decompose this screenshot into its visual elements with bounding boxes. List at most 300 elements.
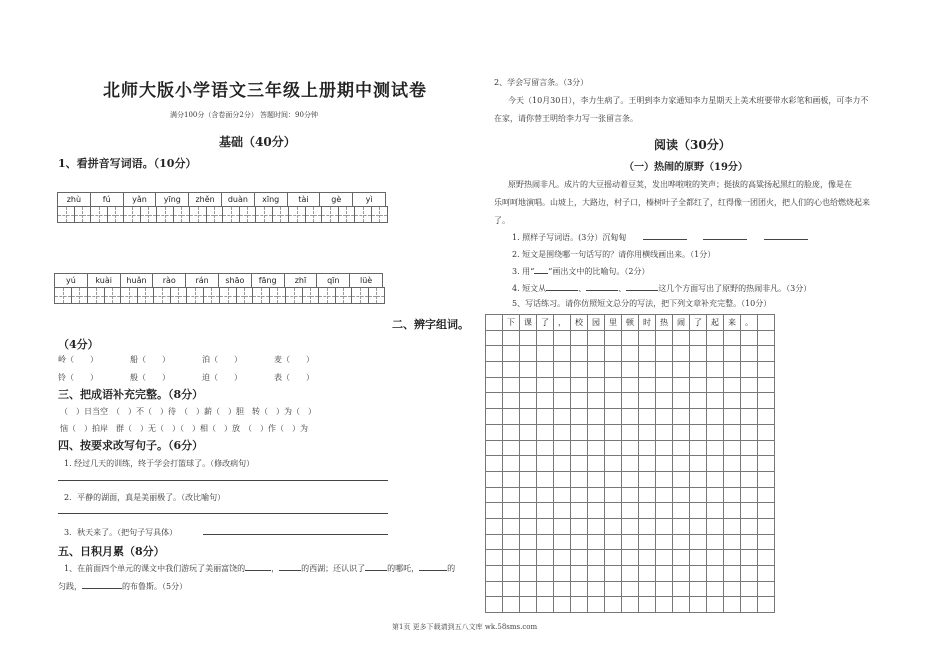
grid-cell[interactable] — [588, 534, 605, 550]
grid-cell[interactable] — [622, 566, 639, 582]
writing-grid[interactable] — [485, 314, 775, 613]
grid-cell[interactable] — [758, 550, 775, 566]
grid-cell[interactable]: 起 — [707, 315, 724, 331]
grid-cell[interactable] — [707, 581, 724, 597]
grid-cell[interactable] — [605, 377, 622, 393]
grid-cell[interactable] — [639, 330, 656, 346]
grid-cell[interactable] — [554, 487, 571, 503]
writing-box[interactable] — [372, 206, 389, 223]
grid-cell[interactable] — [503, 393, 520, 409]
grid-cell[interactable] — [537, 362, 554, 378]
writing-box[interactable] — [57, 206, 75, 223]
grid-cell[interactable] — [690, 550, 707, 566]
grid-cell[interactable] — [639, 550, 656, 566]
grid-cell[interactable] — [724, 440, 741, 456]
grid-cell[interactable] — [571, 487, 588, 503]
grid-cell[interactable] — [639, 518, 656, 534]
writing-box[interactable] — [223, 206, 240, 223]
grid-cell[interactable] — [503, 362, 520, 378]
grid-cell[interactable] — [707, 487, 724, 503]
grid-cell[interactable] — [741, 440, 758, 456]
grid-cell[interactable] — [503, 518, 520, 534]
grid-cell[interactable] — [588, 424, 605, 440]
writing-box[interactable] — [204, 287, 221, 304]
grid-cell[interactable] — [724, 566, 741, 582]
grid-cell[interactable] — [656, 487, 673, 503]
grid-cell[interactable] — [758, 534, 775, 550]
grid-cell[interactable] — [520, 440, 537, 456]
writing-box[interactable] — [88, 287, 105, 304]
grid-cell[interactable] — [605, 440, 622, 456]
grid-cell[interactable]: 闹 — [673, 315, 690, 331]
grid-cell[interactable] — [673, 456, 690, 472]
grid-cell[interactable] — [639, 456, 656, 472]
grid-cell[interactable] — [673, 471, 690, 487]
grid-cell[interactable] — [503, 534, 520, 550]
grid-cell[interactable] — [537, 503, 554, 519]
grid-cell[interactable] — [724, 471, 741, 487]
grid-cell[interactable] — [639, 393, 656, 409]
grid-cell[interactable] — [605, 534, 622, 550]
grid-cell[interactable] — [588, 503, 605, 519]
grid-cell[interactable] — [520, 424, 537, 440]
grid-cell[interactable] — [520, 330, 537, 346]
grid-cell[interactable] — [554, 550, 571, 566]
grid-cell[interactable] — [503, 330, 520, 346]
writing-box[interactable] — [141, 206, 158, 223]
grid-cell[interactable] — [571, 409, 588, 425]
grid-cell[interactable] — [520, 597, 537, 613]
grid-cell[interactable] — [486, 566, 503, 582]
grid-cell[interactable] — [724, 346, 741, 362]
grid-cell[interactable] — [605, 456, 622, 472]
grid-cell[interactable] — [673, 550, 690, 566]
grid-cell[interactable] — [656, 534, 673, 550]
grid-cell[interactable] — [622, 550, 639, 566]
grid-cell[interactable] — [486, 409, 503, 425]
grid-cell[interactable] — [656, 393, 673, 409]
grid-cell[interactable] — [554, 471, 571, 487]
grid-cell[interactable] — [690, 409, 707, 425]
grid-cell[interactable] — [707, 550, 724, 566]
grid-cell[interactable] — [673, 518, 690, 534]
grid-cell[interactable] — [758, 362, 775, 378]
grid-cell[interactable] — [622, 440, 639, 456]
grid-cell[interactable] — [707, 503, 724, 519]
writing-box[interactable] — [154, 287, 171, 304]
grid-cell[interactable] — [571, 534, 588, 550]
writing-box[interactable] — [237, 287, 254, 304]
grid-cell[interactable] — [758, 566, 775, 582]
blank[interactable] — [279, 570, 301, 571]
grid-cell[interactable] — [554, 424, 571, 440]
grid-cell[interactable] — [571, 440, 588, 456]
grid-cell[interactable] — [571, 550, 588, 566]
grid-cell[interactable] — [537, 377, 554, 393]
grid-cell[interactable] — [741, 330, 758, 346]
grid-cell[interactable] — [707, 534, 724, 550]
grid-cell[interactable] — [656, 503, 673, 519]
grid-cell[interactable]: 。 — [741, 315, 758, 331]
grid-cell[interactable] — [622, 471, 639, 487]
grid-cell[interactable] — [622, 393, 639, 409]
grid-cell[interactable] — [486, 440, 503, 456]
writing-box[interactable] — [306, 206, 323, 223]
writing-boxes-row-1[interactable] — [57, 206, 388, 223]
grid-cell[interactable] — [656, 424, 673, 440]
blank[interactable] — [586, 290, 618, 291]
grid-cell[interactable] — [520, 456, 537, 472]
grid-cell[interactable] — [520, 393, 537, 409]
blank[interactable] — [365, 570, 387, 571]
grid-cell[interactable] — [520, 346, 537, 362]
grid-cell[interactable] — [588, 409, 605, 425]
grid-cell[interactable] — [537, 597, 554, 613]
grid-cell[interactable] — [503, 456, 520, 472]
grid-cell[interactable] — [588, 597, 605, 613]
grid-cell[interactable] — [656, 518, 673, 534]
grid-cell[interactable] — [503, 424, 520, 440]
writing-box[interactable] — [352, 287, 369, 304]
grid-cell[interactable] — [537, 440, 554, 456]
grid-cell[interactable] — [690, 346, 707, 362]
grid-cell[interactable] — [673, 409, 690, 425]
q4-answer-line-3[interactable] — [203, 534, 388, 535]
grid-cell[interactable] — [571, 393, 588, 409]
grid-cell[interactable] — [605, 597, 622, 613]
grid-cell[interactable] — [741, 471, 758, 487]
writing-box[interactable] — [253, 287, 270, 304]
grid-cell[interactable] — [724, 362, 741, 378]
grid-cell[interactable] — [639, 597, 656, 613]
grid-cell[interactable] — [520, 581, 537, 597]
grid-cell[interactable] — [724, 424, 741, 440]
grid-cell[interactable] — [673, 534, 690, 550]
grid-cell[interactable] — [690, 377, 707, 393]
grid-cell[interactable] — [690, 471, 707, 487]
grid-cell[interactable] — [588, 440, 605, 456]
grid-cell[interactable] — [520, 503, 537, 519]
grid-cell[interactable] — [639, 566, 656, 582]
grid-cell[interactable] — [707, 518, 724, 534]
grid-cell[interactable] — [690, 440, 707, 456]
grid-cell[interactable] — [656, 456, 673, 472]
grid-cell[interactable] — [588, 550, 605, 566]
grid-cell[interactable] — [622, 487, 639, 503]
writing-box[interactable] — [319, 287, 336, 304]
grid-cell[interactable] — [605, 550, 622, 566]
grid-cell[interactable] — [741, 503, 758, 519]
grid-cell[interactable] — [741, 581, 758, 597]
writing-box[interactable] — [124, 206, 141, 223]
writing-boxes-row-2[interactable] — [54, 287, 385, 304]
grid-cell[interactable] — [486, 393, 503, 409]
grid-cell[interactable] — [622, 518, 639, 534]
grid-cell[interactable] — [520, 518, 537, 534]
grid-cell[interactable] — [605, 409, 622, 425]
grid-cell[interactable] — [520, 362, 537, 378]
grid-cell[interactable]: 了 — [690, 315, 707, 331]
grid-cell[interactable]: ， — [554, 315, 571, 331]
grid-cell[interactable] — [554, 440, 571, 456]
grid-cell[interactable] — [707, 346, 724, 362]
writing-box[interactable] — [75, 206, 92, 223]
writing-box[interactable] — [286, 287, 303, 304]
grid-cell[interactable] — [537, 471, 554, 487]
writing-box[interactable] — [355, 206, 372, 223]
grid-cell[interactable] — [622, 346, 639, 362]
grid-cell[interactable] — [588, 581, 605, 597]
grid-cell[interactable] — [690, 597, 707, 613]
grid-cell[interactable] — [656, 566, 673, 582]
grid-cell[interactable] — [656, 597, 673, 613]
grid-cell[interactable] — [537, 424, 554, 440]
grid-cell[interactable] — [741, 456, 758, 472]
grid-cell[interactable] — [622, 503, 639, 519]
grid-cell[interactable] — [673, 362, 690, 378]
grid-cell[interactable] — [571, 518, 588, 534]
grid-cell[interactable] — [724, 518, 741, 534]
grid-cell[interactable] — [622, 409, 639, 425]
grid-cell[interactable] — [537, 346, 554, 362]
grid-cell[interactable] — [741, 346, 758, 362]
grid-cell[interactable] — [571, 566, 588, 582]
grid-cell[interactable] — [724, 456, 741, 472]
grid-cell[interactable] — [673, 377, 690, 393]
grid-cell[interactable] — [554, 581, 571, 597]
grid-cell[interactable] — [537, 581, 554, 597]
grid-cell[interactable] — [758, 330, 775, 346]
grid-cell[interactable] — [758, 377, 775, 393]
grid-cell[interactable] — [673, 346, 690, 362]
grid-cell[interactable] — [622, 456, 639, 472]
grid-cell[interactable] — [758, 456, 775, 472]
grid-cell[interactable] — [707, 377, 724, 393]
writing-box[interactable] — [207, 206, 224, 223]
grid-cell[interactable] — [758, 424, 775, 440]
grid-cell[interactable] — [622, 581, 639, 597]
writing-box[interactable] — [322, 206, 339, 223]
blank[interactable] — [546, 290, 578, 291]
writing-box[interactable] — [289, 206, 306, 223]
grid-cell[interactable] — [486, 471, 503, 487]
grid-cell[interactable] — [673, 487, 690, 503]
grid-cell[interactable] — [503, 550, 520, 566]
grid-cell[interactable] — [690, 456, 707, 472]
grid-cell[interactable] — [656, 409, 673, 425]
grid-cell[interactable] — [639, 424, 656, 440]
writing-box[interactable] — [54, 287, 72, 304]
writing-box[interactable] — [303, 287, 320, 304]
grid-cell[interactable] — [520, 377, 537, 393]
grid-cell[interactable] — [690, 566, 707, 582]
blank[interactable] — [419, 570, 447, 571]
grid-cell[interactable] — [639, 487, 656, 503]
grid-cell[interactable] — [588, 346, 605, 362]
grid-cell[interactable] — [724, 550, 741, 566]
writing-box[interactable] — [273, 206, 290, 223]
grid-cell[interactable] — [486, 315, 503, 331]
grid-cell[interactable] — [588, 456, 605, 472]
grid-cell[interactable] — [690, 362, 707, 378]
grid-cell[interactable] — [741, 377, 758, 393]
grid-cell[interactable] — [503, 566, 520, 582]
blank[interactable] — [82, 588, 122, 589]
grid-cell[interactable] — [656, 346, 673, 362]
grid-cell[interactable] — [571, 362, 588, 378]
grid-cell[interactable] — [673, 503, 690, 519]
writing-box[interactable] — [108, 206, 125, 223]
grid-cell[interactable] — [605, 503, 622, 519]
writing-box[interactable] — [91, 206, 108, 223]
grid-cell[interactable] — [758, 346, 775, 362]
grid-cell[interactable]: 园 — [588, 315, 605, 331]
grid-cell[interactable] — [639, 346, 656, 362]
writing-box[interactable] — [336, 287, 353, 304]
grid-cell[interactable] — [724, 597, 741, 613]
grid-cell[interactable] — [724, 393, 741, 409]
grid-cell[interactable] — [673, 424, 690, 440]
grid-cell[interactable]: 时 — [639, 315, 656, 331]
grid-cell[interactable] — [571, 581, 588, 597]
grid-cell[interactable] — [503, 409, 520, 425]
grid-cell[interactable] — [554, 566, 571, 582]
writing-box[interactable] — [72, 287, 89, 304]
grid-cell[interactable] — [520, 409, 537, 425]
grid-cell[interactable] — [554, 503, 571, 519]
grid-cell[interactable] — [571, 503, 588, 519]
grid-cell[interactable] — [724, 377, 741, 393]
grid-cell[interactable] — [486, 330, 503, 346]
grid-cell[interactable] — [673, 597, 690, 613]
grid-cell[interactable] — [656, 440, 673, 456]
grid-cell[interactable] — [707, 362, 724, 378]
grid-cell[interactable] — [656, 330, 673, 346]
grid-cell[interactable] — [622, 377, 639, 393]
blank[interactable] — [245, 570, 271, 571]
grid-cell[interactable] — [707, 597, 724, 613]
grid-cell[interactable] — [656, 581, 673, 597]
grid-cell[interactable] — [537, 550, 554, 566]
writing-box[interactable] — [256, 206, 273, 223]
grid-cell[interactable] — [588, 362, 605, 378]
grid-cell[interactable] — [707, 330, 724, 346]
grid-cell[interactable] — [707, 393, 724, 409]
grid-cell[interactable] — [741, 550, 758, 566]
writing-box[interactable] — [270, 287, 287, 304]
grid-cell[interactable] — [537, 330, 554, 346]
grid-cell[interactable] — [639, 503, 656, 519]
blank[interactable] — [703, 239, 747, 240]
grid-cell[interactable] — [690, 424, 707, 440]
grid-cell[interactable] — [690, 393, 707, 409]
writing-box[interactable] — [171, 287, 188, 304]
grid-cell[interactable] — [724, 503, 741, 519]
grid-cell[interactable] — [520, 550, 537, 566]
grid-cell[interactable] — [537, 487, 554, 503]
grid-cell[interactable] — [605, 362, 622, 378]
grid-cell[interactable] — [503, 597, 520, 613]
grid-cell[interactable] — [486, 597, 503, 613]
grid-cell[interactable] — [588, 518, 605, 534]
grid-cell[interactable] — [571, 377, 588, 393]
grid-cell[interactable] — [588, 471, 605, 487]
writing-box[interactable] — [240, 206, 257, 223]
grid-cell[interactable] — [588, 330, 605, 346]
grid-cell[interactable] — [724, 487, 741, 503]
grid-cell[interactable] — [486, 362, 503, 378]
grid-cell[interactable] — [741, 424, 758, 440]
grid-cell[interactable] — [503, 581, 520, 597]
grid-cell[interactable] — [758, 518, 775, 534]
grid-cell[interactable] — [605, 471, 622, 487]
writing-box[interactable] — [105, 287, 122, 304]
grid-cell[interactable] — [622, 330, 639, 346]
grid-cell[interactable] — [571, 471, 588, 487]
grid-cell[interactable] — [741, 487, 758, 503]
grid-cell[interactable]: 来 — [724, 315, 741, 331]
grid-cell[interactable] — [724, 534, 741, 550]
grid-cell[interactable] — [622, 534, 639, 550]
grid-cell[interactable] — [486, 346, 503, 362]
grid-cell[interactable] — [503, 503, 520, 519]
grid-cell[interactable] — [605, 330, 622, 346]
grid-cell[interactable] — [758, 503, 775, 519]
grid-cell[interactable] — [486, 550, 503, 566]
grid-cell[interactable] — [554, 518, 571, 534]
grid-cell[interactable] — [537, 409, 554, 425]
grid-cell[interactable]: 下 — [503, 315, 520, 331]
grid-cell[interactable] — [605, 424, 622, 440]
grid-cell[interactable] — [673, 440, 690, 456]
grid-cell[interactable] — [554, 456, 571, 472]
grid-cell[interactable] — [605, 393, 622, 409]
grid-cell[interactable] — [741, 362, 758, 378]
writing-box[interactable] — [174, 206, 191, 223]
grid-cell[interactable] — [758, 597, 775, 613]
writing-box[interactable] — [339, 206, 356, 223]
blank[interactable] — [764, 239, 808, 240]
grid-cell[interactable] — [554, 393, 571, 409]
grid-cell[interactable] — [537, 518, 554, 534]
grid-cell[interactable] — [503, 377, 520, 393]
grid-cell[interactable] — [605, 518, 622, 534]
grid-cell[interactable] — [486, 456, 503, 472]
writing-box[interactable] — [190, 206, 207, 223]
grid-cell[interactable]: 里 — [605, 315, 622, 331]
grid-cell[interactable] — [486, 487, 503, 503]
grid-cell[interactable] — [673, 393, 690, 409]
grid-cell[interactable] — [707, 424, 724, 440]
grid-cell[interactable] — [724, 330, 741, 346]
grid-cell[interactable] — [707, 471, 724, 487]
grid-cell[interactable] — [741, 566, 758, 582]
grid-cell[interactable] — [486, 581, 503, 597]
grid-cell[interactable] — [673, 330, 690, 346]
grid-cell[interactable] — [673, 566, 690, 582]
grid-cell[interactable] — [605, 566, 622, 582]
grid-cell[interactable] — [741, 518, 758, 534]
grid-cell[interactable] — [741, 409, 758, 425]
grid-cell[interactable] — [690, 503, 707, 519]
grid-cell[interactable] — [554, 362, 571, 378]
grid-cell[interactable] — [605, 581, 622, 597]
grid-cell[interactable] — [758, 581, 775, 597]
grid-cell[interactable] — [707, 409, 724, 425]
grid-cell[interactable] — [741, 534, 758, 550]
grid-cell[interactable] — [707, 566, 724, 582]
grid-cell[interactable] — [571, 424, 588, 440]
